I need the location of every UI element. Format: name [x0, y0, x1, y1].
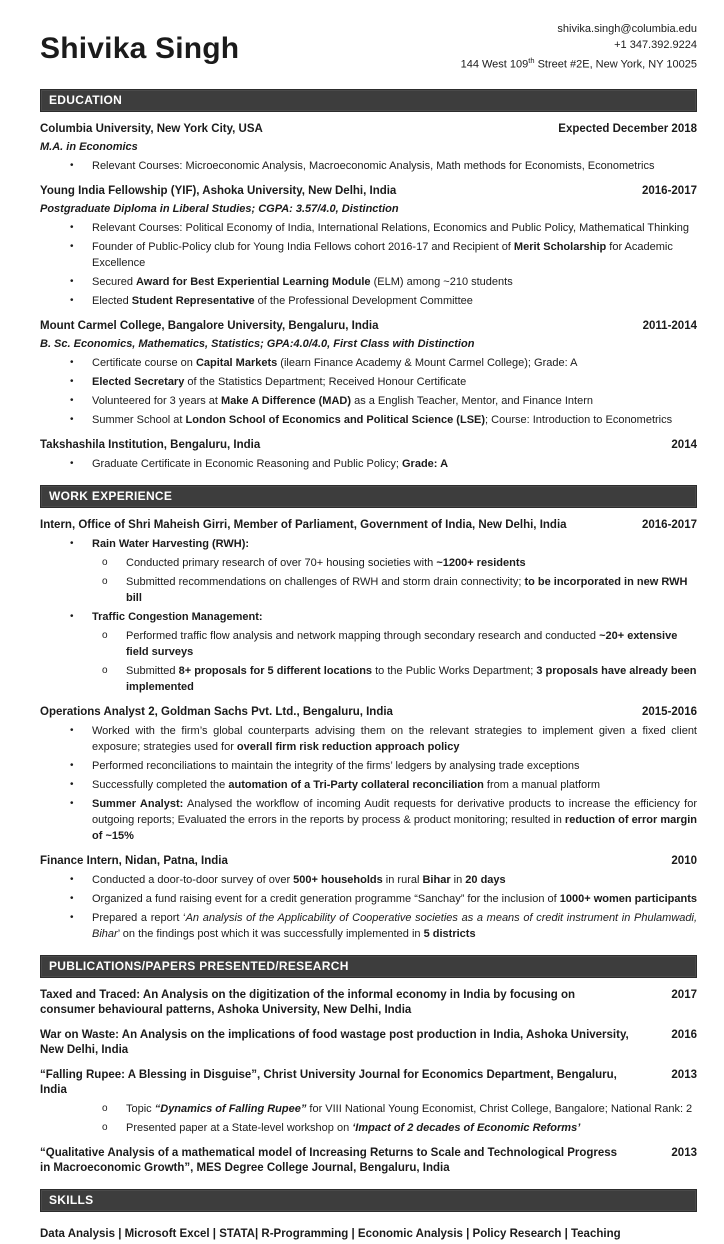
bullet-text — [92, 609, 697, 625]
text-segment: th — [528, 56, 535, 65]
text-segment: Bihar — [422, 874, 451, 887]
contact-line — [461, 22, 697, 38]
bullet-marker: • — [70, 276, 74, 288]
text-segment: Relevant Courses: Microeconomic Analysis, Macroeconomic Analysis, Math methods for Economists, Econometrics — [92, 160, 655, 173]
text-segment: Takshashila Institution, Bengaluru, India — [40, 439, 261, 452]
text-segment: Student Representative — [131, 295, 255, 308]
section-body — [40, 518, 697, 944]
text-segment: +1 347.392.9224 — [614, 38, 697, 51]
section-header-bar — [40, 1189, 697, 1212]
bullet-marker: • — [70, 160, 74, 172]
entry-date: 2016-2017 — [642, 185, 697, 198]
entry-date: 2016-2017 — [642, 519, 697, 532]
section-body — [40, 1226, 697, 1244]
text-segment: Grade: A — [402, 458, 449, 471]
bullet-item — [40, 574, 697, 606]
text-segment: Mount Carmel College, Bangalore University, Bengaluru, India — [40, 320, 379, 333]
text-segment: in — [450, 874, 466, 887]
entry-head — [40, 184, 697, 199]
text-segment: as a English Teacher, Mentor, and Finance Intern — [351, 395, 593, 408]
text-segment: “Dynamics of Falling Rupee” — [154, 1103, 307, 1116]
entry-head — [40, 1068, 697, 1098]
text-segment: Street #2E, New York, NY 10025 — [534, 58, 697, 71]
bullet-item — [40, 536, 697, 552]
section-body — [40, 988, 697, 1178]
text-segment: Summer School at — [92, 414, 186, 427]
text-segment: An analysis of the Applicability of Cooperative societies as a means of credit instrument in Phulamwadi, Bihar — [92, 912, 697, 941]
bullet-text — [126, 1120, 697, 1136]
bullet-marker: o — [102, 576, 108, 588]
text-segment: Capital Markets — [195, 357, 278, 370]
entry-date: 2013 — [671, 1069, 697, 1082]
text-segment: automation of a Tri-Party collateral reconciliation — [228, 779, 484, 792]
text-segment: Taxed and Traced: An Analysis on the digitization of the informal economy in India by focusing on consumer behavioural patterns, Ashoka University, New Delhi, India — [40, 989, 576, 1017]
entry — [40, 319, 697, 428]
bullet-marker: • — [70, 458, 74, 470]
section-title: SKILLS — [49, 1193, 94, 1208]
entry-date: 2013 — [671, 1147, 697, 1160]
entry-head — [40, 122, 697, 137]
text-segment: War on Waste: An Analysis on the implications of food wastage post production in India, Ashoka University, New Delhi, India — [40, 1029, 629, 1057]
bullet-marker: • — [70, 779, 74, 791]
text-segment: 3 proposals have already been implemented — [126, 665, 697, 694]
entry-subtitle: Postgraduate Diploma in Liberal Studies; CGPA: 3.57/4.0, Distinction — [40, 203, 399, 216]
bullet-text — [92, 239, 697, 271]
bullet-marker: • — [70, 611, 74, 623]
bullet-item — [40, 1101, 697, 1117]
entry-subtitle: B. Sc. Economics, Mathematics, Statistics; GPA:4.0/4.0, First Class with Distinction — [40, 338, 475, 351]
text-segment: Worked with the firm’s global counterparts advising them on the relevant strategies to implement given a fixed client exposure; strategies used for — [92, 725, 697, 754]
bullet-marker: • — [70, 538, 74, 550]
bullet-item — [40, 628, 697, 660]
bullet-text — [92, 220, 697, 236]
text-segment: Operations Analyst 2, Goldman Sachs Pvt. Ltd., Bengaluru, India — [40, 706, 393, 719]
text-segment: Prepared a report ‘ — [92, 912, 186, 925]
text-segment: Graduate Certificate in Economic Reasoning and Public Policy; — [92, 458, 402, 471]
entry-subtitle: M.A. in Economics — [40, 141, 138, 154]
sections-container — [40, 89, 697, 1244]
bullet-item — [40, 220, 697, 236]
bullet-item — [40, 274, 697, 290]
bullet-item — [40, 1120, 697, 1136]
section-header-bar — [40, 485, 697, 508]
contact-block — [461, 20, 697, 73]
entry — [40, 122, 697, 174]
bullet-text — [92, 355, 697, 371]
entry-head — [40, 705, 697, 720]
text-segment: 5 districts — [423, 928, 476, 941]
skills-line — [40, 1226, 697, 1242]
bullet-marker: • — [70, 222, 74, 234]
entry-head — [40, 518, 697, 533]
entry — [40, 705, 697, 844]
entry-date: 2011-2014 — [642, 320, 697, 333]
entry — [40, 518, 697, 695]
entry-date: 2016 — [671, 1029, 697, 1042]
bullet-item — [40, 910, 697, 942]
bullet-marker: o — [102, 557, 108, 569]
section-title: EDUCATION — [49, 93, 123, 108]
bullet-text — [92, 723, 697, 755]
bullet-marker: • — [70, 414, 74, 426]
bullet-item — [40, 239, 697, 271]
text-segment: from a manual platform — [483, 779, 601, 792]
bullet-item — [40, 758, 697, 774]
text-segment: Conducted primary research of over 70+ housing societies with — [126, 557, 437, 570]
bullet-marker: • — [70, 395, 74, 407]
text-segment: Columbia University, New York City, USA — [40, 123, 263, 136]
bullet-text — [126, 663, 697, 695]
bullet-text — [92, 393, 697, 409]
text-segment: Submitted — [126, 665, 179, 678]
bullet-text — [126, 1101, 697, 1117]
text-segment: Make A Difference (MAD) — [221, 395, 352, 408]
entry-title — [40, 184, 624, 199]
text-segment: Presented paper at a State-level workshop on — [126, 1122, 353, 1135]
text-segment: Finance Intern, Nidan, Patna, India — [40, 855, 228, 868]
bullet-marker: o — [102, 630, 108, 642]
bullet-item — [40, 777, 697, 793]
entry-title — [40, 854, 653, 869]
bullet-marker: • — [70, 376, 74, 388]
text-segment: 1000+ women participants — [559, 893, 698, 906]
text-segment: of the Statistics Department; Received Honour Certificate — [184, 376, 467, 389]
bullet-text — [126, 555, 697, 571]
bullet-marker: o — [102, 1122, 108, 1134]
bullet-text — [126, 628, 697, 660]
entry-date: 2010 — [671, 855, 697, 868]
bullet-item — [40, 393, 697, 409]
bullet-item — [40, 872, 697, 888]
entry-date: 2014 — [671, 439, 697, 452]
bullet-text — [92, 872, 697, 888]
text-segment: “Qualitative Analysis of a mathematical model of Increasing Returns to Scale and Technological Progress in Macroeconomic Growth”, MES Degree College Journal, Bengaluru, India — [40, 1147, 618, 1175]
person-name: Shivika Singh — [40, 32, 240, 65]
bullet-item — [40, 663, 697, 695]
bullet-text — [92, 777, 697, 793]
text-segment: London School of Economics and Political Science (LSE) — [185, 414, 486, 427]
bullet-item — [40, 891, 697, 907]
entry-date: Expected December 2018 — [558, 123, 697, 136]
bullet-marker: • — [70, 912, 74, 924]
bullet-text — [92, 758, 697, 774]
bullet-item — [40, 158, 697, 174]
entry-title — [40, 988, 630, 1018]
bullet-text — [92, 374, 697, 390]
entry-title — [40, 122, 540, 137]
text-segment: ; Course: Introduction to Econometrics — [485, 414, 673, 427]
entry — [40, 854, 697, 942]
text-segment: Performed reconciliations to maintain the integrity of the firms’ ledgers by analysing trade exceptions — [92, 760, 580, 773]
text-segment: 144 West 109 — [460, 58, 529, 71]
bullet-item — [40, 555, 697, 571]
text-segment: Rain Water Harvesting (RWH): — [92, 538, 250, 551]
text-segment: 8+ proposals for 5 different locations — [178, 665, 373, 678]
bullet-item — [40, 723, 697, 755]
text-segment: for Academic Excellence — [92, 241, 673, 270]
entry — [40, 1028, 697, 1058]
bullet-text — [92, 456, 697, 472]
section-header-bar — [40, 89, 697, 112]
contact-line — [461, 38, 697, 54]
text-segment: ~1200+ residents — [436, 557, 526, 570]
entry — [40, 1068, 697, 1136]
text-segment: Young India Fellowship (YIF), Ashoka University, New Delhi, India — [40, 185, 397, 198]
section-title: PUBLICATIONS/PAPERS PRESENTED/RESEARCH — [49, 959, 349, 974]
text-segment: 20 days — [465, 874, 506, 887]
text-segment: Data Analysis | Microsoft Excel | STATA| R-Programming | Economic Analysis | Policy Research | Teaching — [40, 1228, 621, 1241]
text-segment: of the Professional Development Committee — [254, 295, 473, 308]
entry-head — [40, 988, 697, 1018]
text-segment: Summer Analyst: — [92, 798, 184, 811]
text-segment: Submitted recommendations on challenges of RWH and storm drain connectivity; — [126, 576, 525, 589]
text-segment: Certificate course on — [92, 357, 196, 370]
bullet-item — [40, 412, 697, 428]
entry-head — [40, 854, 697, 869]
bullet-item — [40, 796, 697, 844]
text-segment: ’ on the findings post which it was successfully implemented in — [117, 928, 424, 941]
entry-head — [40, 1028, 697, 1058]
text-segment: for VIII National Young Economist, Christ College, Bangalore; National Rank: 2 — [306, 1103, 693, 1116]
text-segment: reduction of error margin of ~15% — [92, 814, 697, 843]
text-segment: “Falling Rupee: A Blessing in Disguise”, Christ University Journal for Economics Department, Bengaluru, India — [40, 1069, 617, 1097]
text-segment: Elected Secretary — [92, 376, 185, 389]
entry-title — [40, 1146, 630, 1176]
bullet-marker: o — [102, 665, 108, 677]
bullet-item — [40, 293, 697, 309]
entry-title — [40, 438, 653, 453]
bullet-text — [92, 891, 697, 907]
entry — [40, 1226, 697, 1242]
entry-title — [40, 518, 624, 533]
section-header-bar — [40, 955, 697, 978]
text-segment: Analysed the workflow of incoming Audit requests for derivative products to increase the efficiency for outgoing reports; Evaluated the errors in the reports by process & product monitoring; resulted in — [92, 798, 697, 827]
text-segment: Successfully completed the — [92, 779, 229, 792]
bullet-marker: • — [70, 241, 74, 253]
entry-title — [40, 1068, 630, 1098]
text-segment: overall firm risk reduction approach policy — [236, 741, 460, 754]
text-segment: shivika.singh@columbia.edu — [557, 23, 697, 35]
entry — [40, 1146, 697, 1176]
text-segment: Traffic Congestion Management: — [92, 611, 263, 624]
text-segment: ~20+ extensive field surveys — [126, 630, 678, 659]
contact-line — [461, 53, 697, 73]
entry-head — [40, 438, 697, 453]
bullet-text — [92, 910, 697, 942]
text-segment: Organized a fund raising event for a credit generation programme “Sanchay” for the inclusion of — [92, 893, 560, 906]
text-segment: Topic — [126, 1103, 155, 1116]
bullet-text — [92, 796, 697, 844]
text-segment: Intern, Office of Shri Maheish Girri, Member of Parliament, Government of India, New Delhi, India — [40, 519, 567, 532]
text-segment: 500+ households — [293, 874, 383, 887]
text-segment: ‘Impact of 2 decades of Economic Reforms’ — [352, 1122, 581, 1135]
text-segment: Conducted a door-to-door survey of over — [92, 874, 294, 887]
entry-title — [40, 319, 625, 334]
bullet-text — [92, 536, 697, 552]
bullet-marker: • — [70, 725, 74, 737]
bullet-item — [40, 609, 697, 625]
entry-date: 2017 — [671, 989, 697, 1002]
text-segment: Founder of Public-Policy club for Young India Fellows cohort 2016-17 and Recipient of — [92, 241, 514, 254]
entry-title — [40, 705, 624, 720]
text-segment: Performed traffic flow analysis and network mapping through secondary research and conducted — [126, 630, 600, 643]
entry — [40, 184, 697, 309]
bullet-marker: • — [70, 874, 74, 886]
text-segment: Award for Best Experiential Learning Module — [136, 276, 371, 289]
entry-head — [40, 1146, 697, 1176]
bullet-text — [92, 293, 697, 309]
bullet-text — [126, 574, 697, 606]
bullet-marker: • — [70, 357, 74, 369]
resume-header — [40, 20, 697, 73]
text-segment: (ELM) among ~210 students — [370, 276, 513, 289]
text-segment: Elected — [92, 295, 132, 308]
bullet-marker: • — [70, 760, 74, 772]
bullet-text — [92, 412, 697, 428]
section-title: WORK EXPERIENCE — [49, 489, 173, 504]
bullet-item — [40, 456, 697, 472]
section-body — [40, 122, 697, 474]
bullet-marker: • — [70, 798, 74, 810]
entry-title — [40, 1028, 630, 1058]
bullet-marker: • — [70, 295, 74, 307]
bullet-item — [40, 374, 697, 390]
text-segment: Volunteered for 3 years at — [92, 395, 222, 408]
text-segment: Merit Scholarship — [513, 241, 607, 254]
bullet-marker: o — [102, 1103, 108, 1115]
bullet-item — [40, 355, 697, 371]
text-segment: to be incorporated in new RWH bill — [126, 576, 688, 605]
text-segment: to the Public Works Department; — [372, 665, 537, 678]
text-segment: Secured — [92, 276, 137, 289]
entry — [40, 438, 697, 472]
text-segment: (ilearn Finance Academy & Mount Carmel College); Grade: A — [277, 357, 578, 370]
text-segment: in rural — [382, 874, 423, 887]
entry-date: 2015-2016 — [642, 706, 697, 719]
bullet-text — [92, 274, 697, 290]
bullet-text — [92, 158, 697, 174]
text-segment: Relevant Courses: Political Economy of India, International Relations, Economics and Public Policy, Mathematical Thinking — [92, 222, 689, 235]
bullet-marker: • — [70, 893, 74, 905]
entry-head — [40, 319, 697, 334]
entry — [40, 988, 697, 1018]
